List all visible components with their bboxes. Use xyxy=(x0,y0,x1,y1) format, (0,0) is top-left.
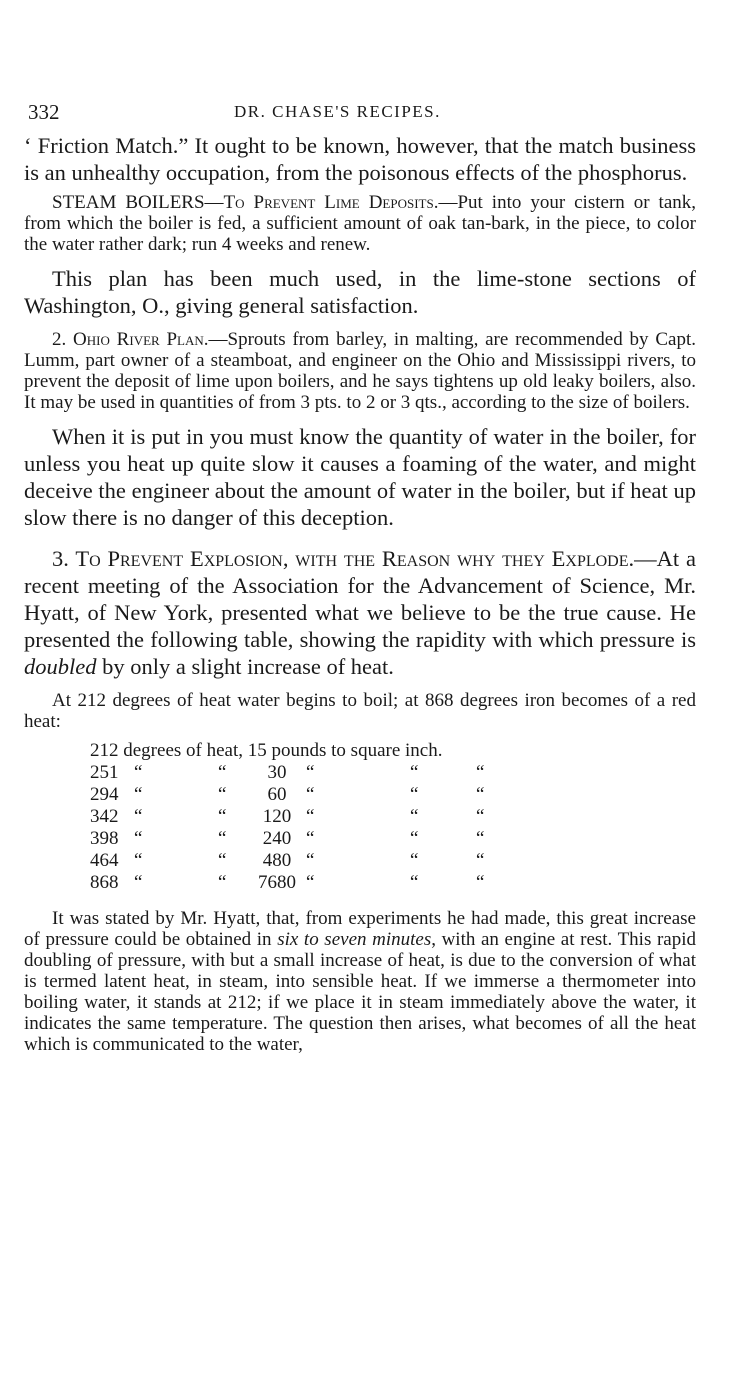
ditto-mark: “ xyxy=(410,872,419,893)
ditto-mark: “ xyxy=(306,872,315,893)
pressure-cell: 60 xyxy=(267,784,287,805)
ditto-mark: “ xyxy=(410,828,419,849)
pressure-cell: 7680 xyxy=(258,872,296,893)
degrees-cell: 212 xyxy=(90,740,119,761)
ditto-mark: “ xyxy=(476,762,485,783)
degrees-of-heat-label: degrees of heat, xyxy=(123,740,243,761)
ditto-mark: “ xyxy=(306,806,315,827)
ditto-mark: “ xyxy=(218,762,227,783)
pressure-cell: 30 xyxy=(267,762,287,783)
paragraph-steam-boilers xyxy=(24,192,696,255)
page-number: 332 xyxy=(28,100,60,124)
ditto-mark: “ xyxy=(476,872,485,893)
ditto-mark: “ xyxy=(306,850,315,871)
paragraph-lime-stone: This plan has been much used, in the lime-stone sections of Washington, O., giving general satisfaction. xyxy=(24,266,696,318)
ditto-mark: “ xyxy=(134,784,143,805)
heat-pressure-table xyxy=(90,740,516,894)
paragraph-ohio-river-plan xyxy=(24,329,696,413)
ditto-mark: “ xyxy=(476,828,485,849)
hyatt-body-1: It was stated by Mr. Hyatt, that, from experiments he had made, this great increase of pressure could be obtained in xyxy=(24,908,696,950)
degrees-cell: 342 xyxy=(90,806,119,827)
heading-prevent-explosion: 3. To Prevent Explosion, with the Reason why they Explode. xyxy=(52,546,635,571)
ditto-mark: “ xyxy=(134,806,143,827)
ohio-river-plan-body: —Sprouts from barley, in malting, are recommended by Capt. Lumm, part owner of a steamboat, and engineer on the Ohio and Mississippi rivers, to prevent the deposit of lime upon boilers, and he says tightens up old leaky boilers, also. It may be used in quantities of from 3 pts. to 2 or 3 qts., according to the size of boilers. xyxy=(24,329,696,413)
heading-steam-boilers: STEAM BOILERS—To Prevent Lime Deposits. xyxy=(52,192,439,213)
degrees-cell: 398 xyxy=(90,828,119,849)
ditto-mark: “ xyxy=(476,784,485,805)
ditto-mark: “ xyxy=(410,762,419,783)
pressure-cell: 240 xyxy=(262,828,292,849)
six-to-seven-italic: six to seven minutes xyxy=(277,929,432,950)
pressure-cell: 15 xyxy=(247,740,267,761)
degrees-cell: 868 xyxy=(90,872,119,893)
page-header xyxy=(24,100,696,132)
paragraph-boiling-point: At 212 degrees of heat water begins to boil; at 868 degrees iron becomes of a red heat: xyxy=(24,690,696,732)
ditto-mark: “ xyxy=(476,806,485,827)
table-row xyxy=(90,806,516,828)
hyatt-body-2: , with an engine at rest. This rapid doubling of pressure, with but a small increase of heat, is due to the conversion of what is termed latent heat, in steam, into sensible heat. If we immerse a thermometer into boiling water, it stands at 212; if we place it in steam immediately above the water, it indicates the same temperature. The question then arises, what becomes of all the heat which is communicated to the water, xyxy=(24,929,697,1055)
table-row xyxy=(90,784,516,806)
ditto-mark: “ xyxy=(410,806,419,827)
paragraph-foaming: When it is put in you must know the quantity of water in the boiler, for unless you heat up quite slow it causes a foaming of the water, and might deceive the engineer about the amount of water in the boiler, but if heat up slow there is no danger of this deception. xyxy=(24,424,696,530)
degrees-cell: 251 xyxy=(90,762,119,783)
paragraph-friction-match: ‘ Friction Match.” It ought to be known, however, that the match business is an unhealthy occupation, from the poisonous effects of the phosphorus. xyxy=(24,133,696,185)
prevent-explosion-body-1: —At a recent meeting of the Association for the Advancement of Science, Mr. Hyatt, of New York, presented what we believe to be the true cause. He presented the following table, showing the rapidity with which pressure is xyxy=(24,546,696,652)
ditto-mark: “ xyxy=(218,872,227,893)
prevent-explosion-body-2: by only a slight increase of heat. xyxy=(96,654,394,679)
heading-ohio-river-plan: 2. Ohio River Plan. xyxy=(52,329,209,350)
ditto-mark: “ xyxy=(134,850,143,871)
pounds-label: pounds to square inch. xyxy=(271,740,443,761)
ditto-mark: “ xyxy=(218,828,227,849)
steam-boilers-body: —Put into your cistern or tank, from which the boiler is fed, a sufficient amount of oak tan-bark, in the piece, to color the water rather dark; run 4 weeks and renew. xyxy=(24,192,697,255)
doubled-italic: doubled xyxy=(24,654,97,679)
ditto-mark: “ xyxy=(306,828,315,849)
degrees-cell: 294 xyxy=(90,784,119,805)
paragraph-prevent-explosion xyxy=(24,545,696,680)
pressure-cell: 480 xyxy=(262,850,292,871)
ditto-mark: “ xyxy=(306,762,315,783)
ditto-mark: “ xyxy=(306,784,315,805)
table-row xyxy=(90,762,516,784)
ditto-mark: “ xyxy=(134,872,143,893)
ditto-mark: “ xyxy=(410,850,419,871)
running-title: DR. CHASE'S RECIPES. xyxy=(234,102,441,121)
book-page xyxy=(24,100,696,1055)
ditto-mark: “ xyxy=(410,784,419,805)
ditto-mark: “ xyxy=(476,850,485,871)
paragraph-hyatt-experiments xyxy=(24,908,696,1055)
table-row xyxy=(90,828,516,850)
ditto-mark: “ xyxy=(218,806,227,827)
ditto-mark: “ xyxy=(218,850,227,871)
table-row xyxy=(90,872,516,894)
table-row-first xyxy=(90,740,516,762)
ditto-mark: “ xyxy=(218,784,227,805)
pressure-cell: 120 xyxy=(262,806,292,827)
ditto-mark: “ xyxy=(134,828,143,849)
ditto-mark: “ xyxy=(134,762,143,783)
degrees-cell: 464 xyxy=(90,850,119,871)
table-row xyxy=(90,850,516,872)
